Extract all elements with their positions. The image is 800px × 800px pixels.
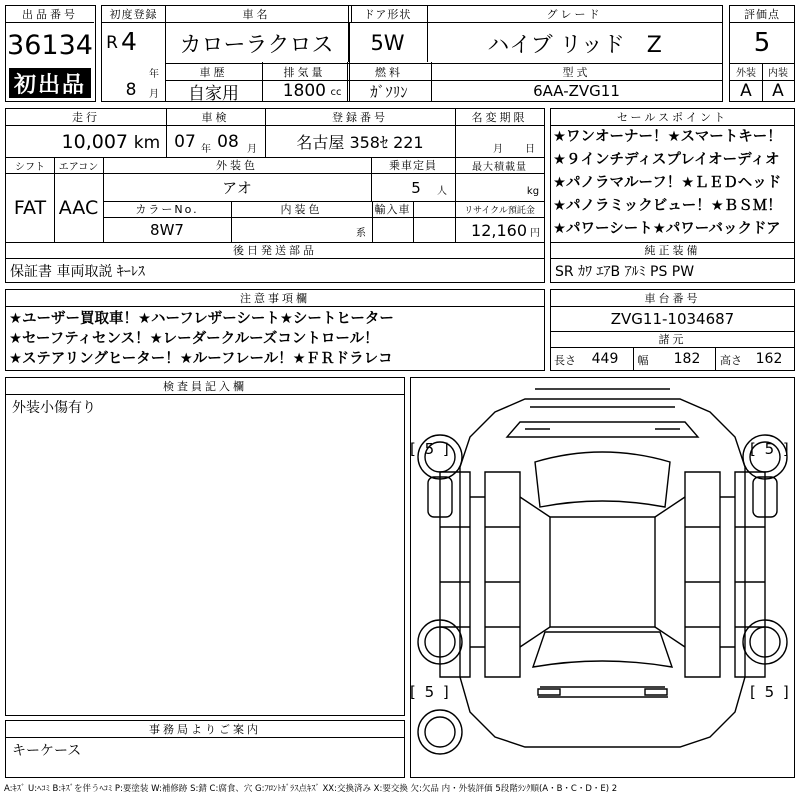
inspector-box [5,377,405,716]
plate: 名古屋 358ｾ 221 [296,133,424,152]
car-name-label: 車名 [242,8,271,21]
month-unit: 月 [149,88,159,100]
door: 5W [370,31,405,55]
tire-rr: [ 5 ] [750,683,791,701]
history: 自家用 [188,83,239,101]
era: R [106,33,118,53]
model-label: 型式 [562,65,591,79]
tire-rl: [ 5 ] [410,683,451,701]
inspector-text: 外装小傷有り [12,400,96,416]
int-label: 内装 [768,68,788,79]
car-name: カローラクロス [179,32,334,58]
later-label: 後日発送部品 [233,244,317,257]
interior-label: 内装色 [280,203,323,216]
width: 182 [673,351,701,367]
history-label: 車歴 [199,65,228,79]
length: 449 [591,351,619,367]
inspection-label: 車検 [201,111,230,124]
notes-lines [9,309,544,369]
door-label: ドア形状 [363,8,412,21]
height-label: 高さ [720,354,742,367]
ac: AAC [58,197,99,219]
sales-box [550,108,795,283]
tire-fr: [ 5 ] [750,440,791,458]
chassis-box [550,289,795,371]
lot-number: 36134 [7,29,93,61]
note-line: ★ユーザー買取車！★ハーフレザーシート★シートヒーター [9,311,394,327]
ext-score: A [740,81,752,101]
note-line: ★ステアリングヒーター！★ルーフレール！★ＦＲドラレコ [9,351,393,367]
ac-label: エアコン [58,161,99,173]
color-no-label: カラーNo. [135,203,199,216]
fuel: ｶﾞｿﾘﾝ [370,82,408,101]
model: 6AA-ZVG11 [533,82,620,100]
grade: ハイブ リッド Z [487,32,662,58]
capacity: 5 [411,178,421,197]
sales-point-line: ★９インチディスプレイオーディオ [553,152,780,168]
load-unit: kg [526,185,540,197]
recycle: 12,160 [471,220,527,240]
year-unit: 年 [149,68,159,80]
office-box [5,720,405,778]
insp-month-unit: 月 [247,143,257,155]
sales-point-line: ★パワーシート★パワーバックドア [553,221,781,237]
mileage-unit: km [133,133,161,153]
lot-label: 出品番号 [22,8,78,21]
chassis-number: ZVG11-1034687 [610,310,735,328]
score-box [729,5,795,102]
score-label: 評価点 [744,8,780,21]
first-listing-badge: 初出品 [9,68,91,98]
tire-fl: [ 5 ] [410,440,451,458]
color: アオ [222,179,252,197]
color-no: 8W7 [150,221,184,239]
recycle-unit: 円 [530,227,540,239]
later: 保証書 車両取説 ｷｰﾚｽ [10,263,145,280]
load-label: 最大積載量 [472,161,527,173]
lot-box [5,5,96,102]
capacity-unit: 人 [437,185,447,197]
shift-label: シフト [15,161,45,173]
shift: FAT [13,197,47,219]
length-label: 長さ [554,354,576,367]
score: 5 [753,28,771,58]
sales-point-line: ★ワンオーナー！★スマートキー！ [553,129,782,145]
title-month-unit: 月 [493,143,503,155]
width-label: 幅 [637,354,649,367]
notes-label: 注意事項欄 [240,292,310,305]
dims-label: 諸元 [658,333,687,346]
car-outline [460,399,745,747]
recycle-label: リサイクル預託金 [464,205,535,216]
fuel-label: 燃料 [375,65,403,79]
equip: SR ｶﾜ ｴｱB ｱﾙﾐ PS PW [555,263,695,280]
month: 8 [125,80,137,100]
import-label: 輸入車 [374,203,411,216]
sales-point-line: ★パノラミックビュー！★ＢＳＭ！ [553,198,782,214]
ext-label: 外装 [736,68,756,79]
color-label: 外装色 [216,159,258,172]
sales-point-line: ★パノラマルーフ！★ＬＥＤヘッド [553,175,782,191]
title-label: 名変期限 [471,111,528,124]
displacement-unit: cc [330,86,342,98]
int-score: A [772,81,784,101]
displacement: 1800 [282,81,326,101]
chassis-label: 車台番号 [644,292,701,305]
sales-label: セールスポイント [616,111,728,124]
legend: A:ｷｽﾞ U:ﾍｺﾐ B:ｷｽﾞを伴うﾍｺﾐ P:要塗装 W:補修跡 S:錆 C:腐食、穴 G:ﾌﾛﾝﾄｶﾞﾗｽ点ｷｽﾞ XX:交換済み X:要交換 欠:欠品 内・外装評価 5段階ﾗﾝｸ順(A・B・C・D・E) 2 [4,784,618,794]
inspector-label: 検査員記入欄 [163,380,247,393]
displacement-label: 排気量 [283,65,326,79]
car-damage-diagram [410,377,795,778]
sales-points [553,126,793,241]
vehicle-info-box [101,5,723,102]
reg-label: 初度登録 [109,8,158,21]
grade-label: グレード [546,8,603,21]
interior-unit: 系 [356,227,366,239]
office-text: キーケース [12,743,82,759]
height: 162 [755,351,783,367]
insp-year: 07 [174,131,196,152]
mileage-label: 走行 [72,111,100,124]
insp-year-unit: 年 [201,143,211,155]
equip-label: 純正装備 [644,244,701,257]
insp-month: 08 [217,131,239,152]
capacity-label: 乗車定員 [389,159,437,172]
notes-box [5,289,545,371]
detail-box [5,108,545,283]
year: 4 [121,26,137,56]
note-line: ★セーフティセンス！★レーダークルーズコントロール！ [9,331,379,347]
title-day-unit: 日 [525,143,535,155]
plate-label: 登録番号 [332,111,388,124]
office-label: 事務局よりご案内 [149,723,261,736]
mileage: 10,007 [61,130,128,153]
